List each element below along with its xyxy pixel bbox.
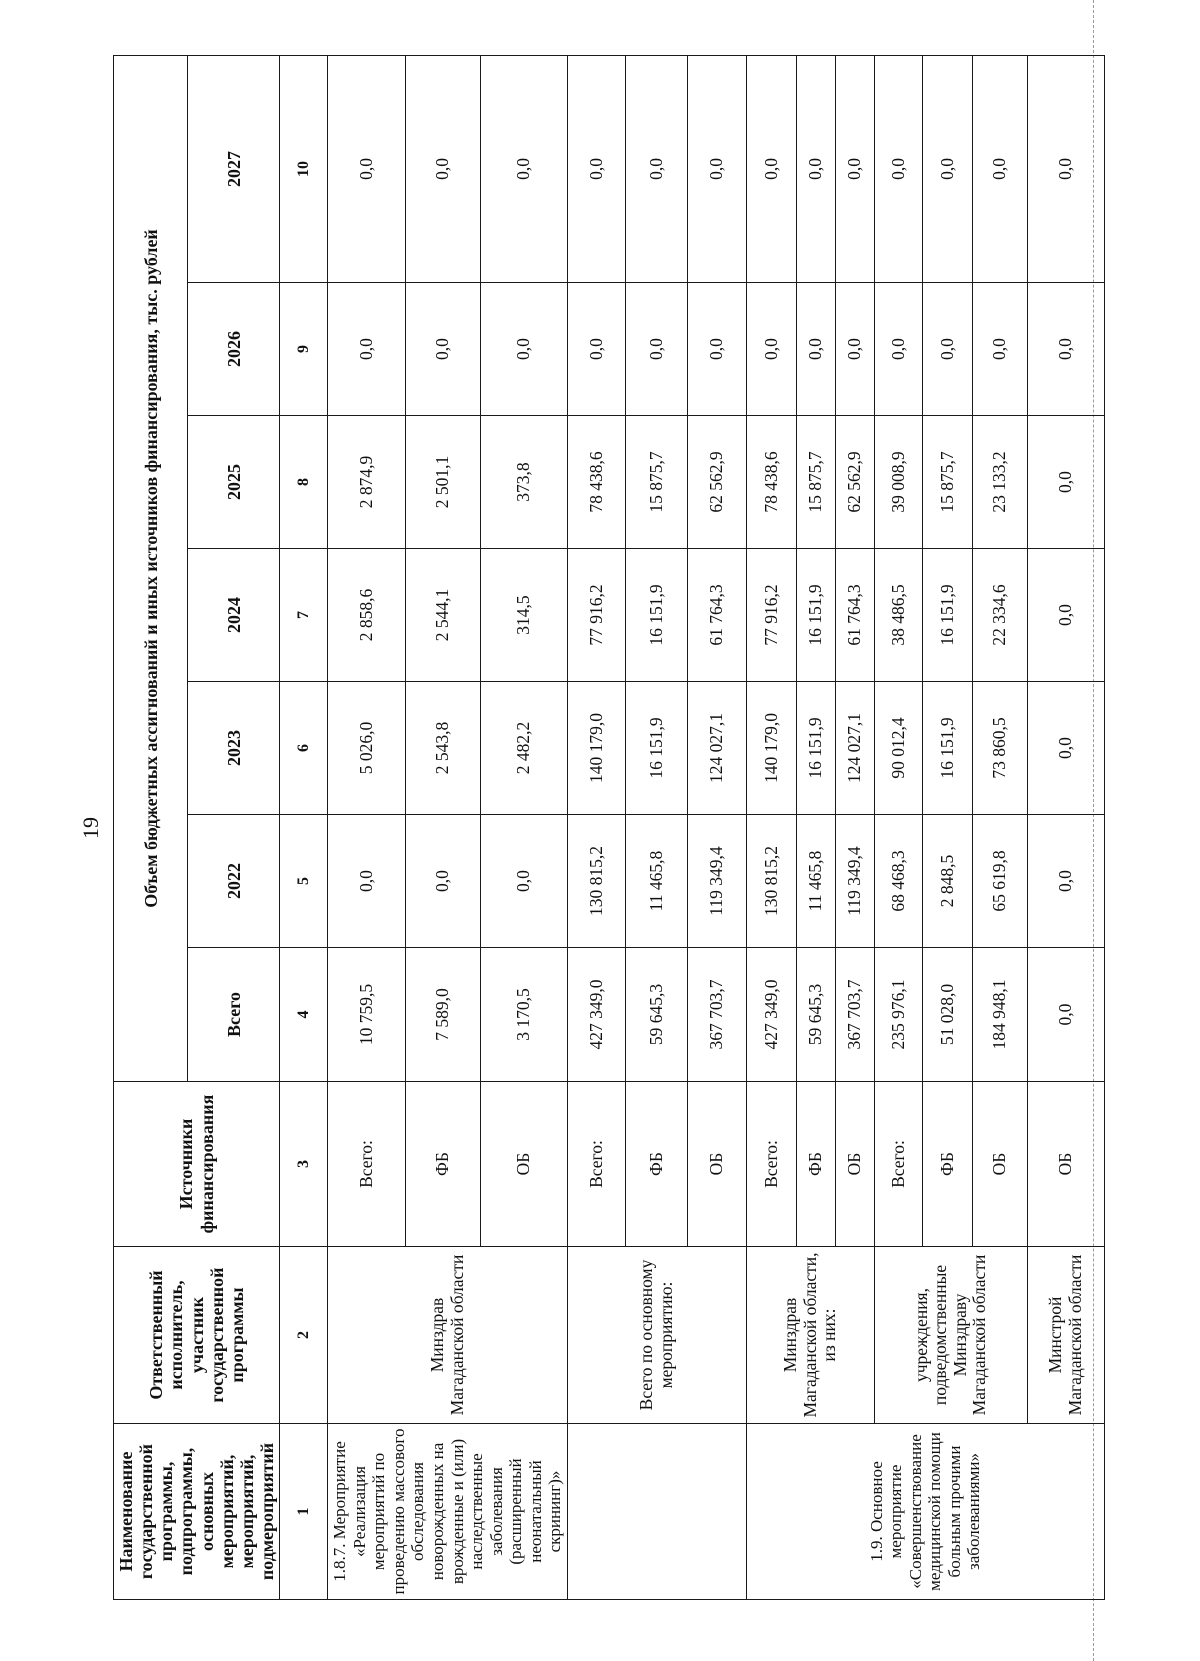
value-cell: 7 589,0	[405, 948, 480, 1082]
page-number: 19	[78, 817, 103, 839]
value-cell: 367 703,7	[835, 948, 874, 1082]
value-cell: 2 848,5	[922, 815, 972, 948]
source-cell: ОБ	[972, 1082, 1027, 1247]
value-cell: 0,0	[796, 55, 835, 282]
value-cell: 0,0	[625, 55, 687, 282]
header-col1: Наименование государственной программы, подпрограммы, основных мероприятий, мероприятий, подмероприятий	[114, 1424, 280, 1600]
source-cell: Всего:	[874, 1082, 922, 1247]
value-cell: 0,0	[835, 283, 874, 416]
value-cell: 11 465,8	[625, 815, 687, 948]
value-cell: 2 501,1	[405, 416, 480, 549]
value-cell: 59 645,3	[625, 948, 687, 1082]
executor-cell: Всего по основному мероприятию:	[567, 1247, 746, 1424]
value-cell: 2 874,9	[328, 416, 406, 549]
measure-name-1-8-7: 1.8.7. Мероприятие «Реализация мероприятий по проведению массового обследования новорожденных на врожденные и (или) наследственные заболевания (расширенный неонатальный скрининг)»	[328, 1424, 568, 1600]
value-cell: 0,0	[687, 55, 746, 282]
value-cell: 62 562,9	[687, 416, 746, 549]
value-cell: 38 486,5	[874, 549, 922, 682]
value-cell: 367 703,7	[687, 948, 746, 1082]
value-cell: 0,0	[746, 283, 796, 416]
value-cell: 15 875,7	[796, 416, 835, 549]
source-cell: ФБ	[922, 1082, 972, 1247]
value-cell: 16 151,9	[796, 549, 835, 682]
index-cell: 7	[280, 549, 328, 682]
value-cell: 39 008,9	[874, 416, 922, 549]
index-cell: 6	[280, 682, 328, 815]
value-cell: 78 438,6	[746, 416, 796, 549]
value-cell: 23 133,2	[972, 416, 1027, 549]
value-cell: 15 875,7	[625, 416, 687, 549]
value-cell: 130 815,2	[746, 815, 796, 948]
value-cell: 427 349,0	[746, 948, 796, 1082]
executor-cell: Минздрав Магаданской области	[328, 1247, 568, 1424]
value-cell: 140 179,0	[567, 682, 625, 815]
header-col3: Источники финансирования	[114, 1082, 280, 1247]
table-row	[567, 55, 625, 1599]
value-cell: 2 482,2	[480, 682, 567, 815]
value-cell: 235 976,1	[874, 948, 922, 1082]
value-cell: 427 349,0	[567, 948, 625, 1082]
value-cell: 314,5	[480, 549, 567, 682]
source-cell: ОБ	[835, 1082, 874, 1247]
value-cell: 0,0	[567, 55, 625, 282]
table-row	[746, 55, 796, 1599]
value-cell: 0,0	[1027, 283, 1104, 416]
header-row-1	[114, 55, 188, 1599]
value-cell: 130 815,2	[567, 815, 625, 948]
value-cell: 22 334,6	[972, 549, 1027, 682]
index-cell: 8	[280, 416, 328, 549]
value-cell: 77 916,2	[746, 549, 796, 682]
value-cell: 5 026,0	[328, 682, 406, 815]
header-col2: Ответственный исполнитель, участник государственной программы	[114, 1247, 280, 1424]
value-cell: 0,0	[405, 815, 480, 948]
value-cell: 2 858,6	[328, 549, 406, 682]
executor-cell: Минстрой Магаданской области	[1027, 1247, 1104, 1424]
value-cell: 124 027,1	[835, 682, 874, 815]
value-cell: 140 179,0	[746, 682, 796, 815]
table-container	[113, 56, 1095, 1600]
value-cell: 16 151,9	[922, 549, 972, 682]
source-cell: Всего:	[746, 1082, 796, 1247]
value-cell: 124 027,1	[687, 682, 746, 815]
value-cell: 0,0	[922, 283, 972, 416]
value-cell: 16 151,9	[796, 682, 835, 815]
value-cell: 16 151,9	[625, 682, 687, 815]
value-cell: 62 562,9	[835, 416, 874, 549]
source-cell: ФБ	[796, 1082, 835, 1247]
value-cell: 0,0	[1027, 815, 1104, 948]
source-cell: ФБ	[405, 1082, 480, 1247]
value-cell: 68 468,3	[874, 815, 922, 948]
executor-cell: Минздрав Магаданской области, из них:	[746, 1247, 874, 1424]
value-cell: 0,0	[405, 55, 480, 282]
value-cell: 2 544,1	[405, 549, 480, 682]
index-cell: 3	[280, 1082, 328, 1247]
source-cell: ФБ	[625, 1082, 687, 1247]
table-row	[1027, 55, 1104, 1599]
value-cell: 119 349,4	[835, 815, 874, 948]
value-cell: 2 543,8	[405, 682, 480, 815]
value-cell: 0,0	[328, 815, 406, 948]
value-cell: 0,0	[1027, 948, 1104, 1082]
value-cell: 61 764,3	[687, 549, 746, 682]
value-cell: 77 916,2	[567, 549, 625, 682]
source-cell: ОБ	[1027, 1082, 1104, 1247]
value-cell: 0,0	[1027, 416, 1104, 549]
value-cell: 10 759,5	[328, 948, 406, 1082]
source-cell: ОБ	[687, 1082, 746, 1247]
executor-cell: учреждения, подведомственные Минздраву Магаданской области	[874, 1247, 1027, 1424]
header-year: 2024	[188, 549, 280, 682]
source-cell: Всего:	[328, 1082, 406, 1247]
value-cell: 0,0	[972, 283, 1027, 416]
index-row	[280, 55, 328, 1599]
value-cell: 3 170,5	[480, 948, 567, 1082]
value-cell: 0,0	[835, 55, 874, 282]
value-cell: 0,0	[1027, 55, 1104, 282]
value-cell: 373,8	[480, 416, 567, 549]
value-cell: 61 764,3	[835, 549, 874, 682]
value-cell: 73 860,5	[972, 682, 1027, 815]
value-cell: 184 948,1	[972, 948, 1027, 1082]
header-year: 2022	[188, 815, 280, 948]
index-cell: 10	[280, 55, 328, 282]
value-cell: 11 465,8	[796, 815, 835, 948]
value-cell: 15 875,7	[922, 416, 972, 549]
value-cell: 119 349,4	[687, 815, 746, 948]
value-cell: 51 028,0	[922, 948, 972, 1082]
index-cell: 5	[280, 815, 328, 948]
value-cell: 0,0	[1027, 682, 1104, 815]
value-cell: 65 619,8	[972, 815, 1027, 948]
value-cell: 0,0	[922, 55, 972, 282]
value-cell: 0,0	[405, 283, 480, 416]
header-year: 2026	[188, 283, 280, 416]
source-cell: Всего:	[567, 1082, 625, 1247]
header-volume: Объем бюджетных ассигнований и иных источников финансирования, тыс. рублей	[114, 55, 188, 1081]
value-cell: 16 151,9	[922, 682, 972, 815]
value-cell: 0,0	[480, 283, 567, 416]
value-cell: 0,0	[972, 55, 1027, 282]
table-row	[874, 55, 922, 1599]
value-cell: 0,0	[328, 55, 406, 282]
value-cell: 0,0	[1027, 549, 1104, 682]
index-cell: 9	[280, 283, 328, 416]
financing-table	[113, 55, 1105, 1600]
index-cell: 2	[280, 1247, 328, 1424]
value-cell: 0,0	[480, 55, 567, 282]
table-row	[328, 55, 406, 1599]
value-cell: 0,0	[567, 283, 625, 416]
header-year: 2027	[188, 55, 280, 282]
header-year: 2023	[188, 682, 280, 815]
value-cell: 0,0	[874, 55, 922, 282]
value-cell: 0,0	[874, 283, 922, 416]
rotated-table	[113, 56, 1095, 1600]
value-cell: 0,0	[480, 815, 567, 948]
value-cell: 16 151,9	[625, 549, 687, 682]
value-cell: 0,0	[687, 283, 746, 416]
value-cell: 78 438,6	[567, 416, 625, 549]
value-cell: 0,0	[746, 55, 796, 282]
value-cell: 0,0	[625, 283, 687, 416]
value-cell: 0,0	[328, 283, 406, 416]
index-cell: 4	[280, 948, 328, 1082]
header-year: 2025	[188, 416, 280, 549]
source-cell: ОБ	[480, 1082, 567, 1247]
value-cell: 59 645,3	[796, 948, 835, 1082]
header-year: Всего	[188, 948, 280, 1082]
value-cell: 90 012,4	[874, 682, 922, 815]
index-cell: 1	[280, 1424, 328, 1600]
value-cell: 0,0	[796, 283, 835, 416]
measure-name-empty	[567, 1424, 746, 1600]
measure-name-1-9: 1.9. Основное мероприятие «Совершенствование медицинской помощи больным прочими заболеваниями»	[746, 1424, 1104, 1600]
